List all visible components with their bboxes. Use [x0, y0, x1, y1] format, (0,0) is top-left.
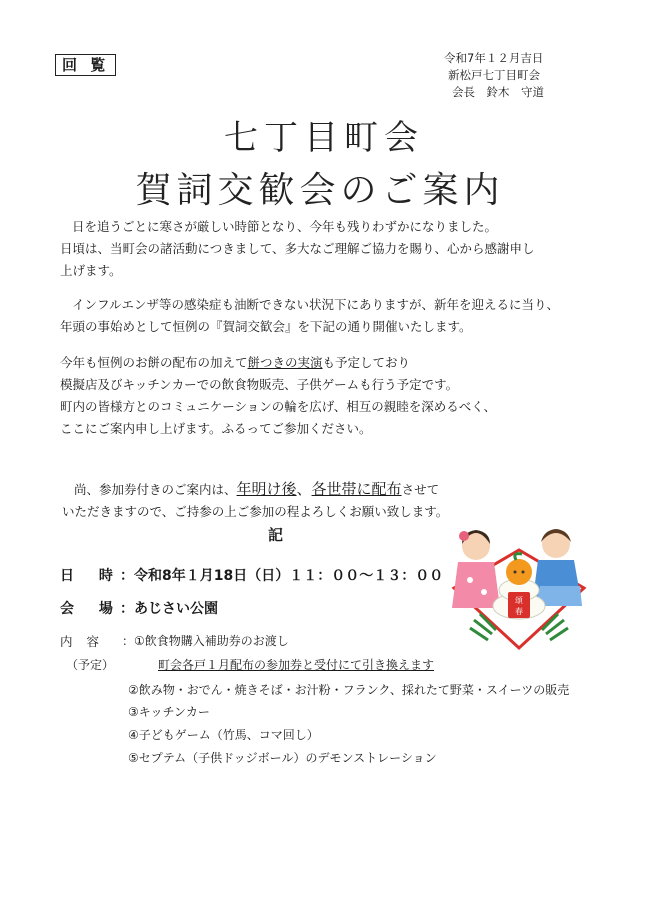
mochi-label-bottom: 春: [515, 607, 523, 616]
content-item-5: ⑤セプテム（子供ドッジボール）のデモンストレーション: [128, 751, 437, 765]
p4-line1: [62, 478, 448, 501]
p4-comma: 、: [296, 480, 312, 498]
mochi-label-top: 頌: [515, 596, 523, 605]
p3-line2: 模擬店及びキッチンカーでの飲食物販売、子供ゲームも行う予定です。: [60, 377, 459, 392]
content-item-2: ②飲み物・おでん・焼きそば・お汁粉・フランク、採れたて野菜・スイーツの販売: [128, 683, 570, 697]
p3-text-a: 今年も恒例のお餅の配布の加えて: [60, 355, 248, 370]
p4-text-e: させて: [401, 482, 440, 497]
p3-line1: [60, 352, 620, 374]
p1-line3: 上げます。: [60, 263, 122, 278]
paragraph-greeting: [60, 216, 620, 282]
venue-label: 会 場: [60, 601, 123, 617]
ki-heading: 記: [268, 526, 284, 544]
paragraph-events: [60, 352, 620, 440]
content-label: 内 容: [60, 634, 104, 649]
title-line1: 七丁目町会: [224, 118, 424, 158]
kairan-stamp: 回 覧: [55, 54, 116, 76]
p3-highlight-mochitsuki: 餅つきの実演: [247, 355, 323, 370]
content-item-3: ③キッチンカー: [128, 705, 210, 719]
venue-value: ：あじさい公園: [120, 601, 218, 617]
datetime-label: 日 時: [60, 568, 123, 584]
content-sublabel: （予定）: [66, 658, 115, 672]
p3-line4: ここにご案内申し上げます。ふるってご参加ください。: [60, 421, 372, 436]
paragraph-announcement: [60, 294, 620, 338]
p2-line1: インフルエンザ等の感染症も油断できない状況下にありますが、新年を迎えるに当り、: [72, 297, 560, 312]
content-item-4: ④子どもゲーム（竹馬、コマ回し）: [128, 728, 319, 742]
organization-name: 新松戸七丁目町会: [448, 68, 540, 82]
datetime-value: ：令和8年１月18日（日）１１：００～１３：００: [120, 568, 444, 584]
header-info: [430, 50, 580, 101]
president-name: 会長 鈴木 守道: [452, 85, 544, 99]
title-line2: 賀詞交歓会のご案内: [135, 170, 505, 211]
p4-highlight-distribution: 各世帯に配布: [311, 480, 402, 498]
p1-line2: 日頃は、当町会の諸活動につきまして、多大なご理解ご協力を賜り、心から感謝申し: [60, 241, 535, 256]
issue-date: 令和7年１２月吉日: [444, 51, 544, 65]
p1-line1: 日を追うごとに寒さが厳しい時節となり、今年も残りわずかになりました。: [72, 219, 498, 234]
new-year-illustration-icon: [444, 510, 594, 655]
p4-text-a: 尚、参加券付きのご案内は、: [74, 482, 237, 497]
p2-line2: 年頭の事始めとして恒例の『賀詞交歓会』を下記の通り開催いたします。: [60, 319, 472, 334]
p3-text-c: も予定しており: [322, 355, 411, 370]
p3-line3: 町内の皆様方とのコミュニケーションの輪を広げ、相互の親睦を深めるべく、: [60, 399, 497, 414]
content-item-1-note: 町会各戸１月配布の参加券と受付にて引き換えます: [158, 658, 435, 672]
content-item-1: ：①飲食物購入補助券のお渡し: [122, 634, 289, 648]
paragraph-ticket: [62, 478, 448, 523]
p4-highlight-new-year: 年明け後: [236, 480, 297, 498]
p4-line2: いただきますので、ご持参の上ご参加の程よろしくお願い致します。: [62, 504, 449, 519]
